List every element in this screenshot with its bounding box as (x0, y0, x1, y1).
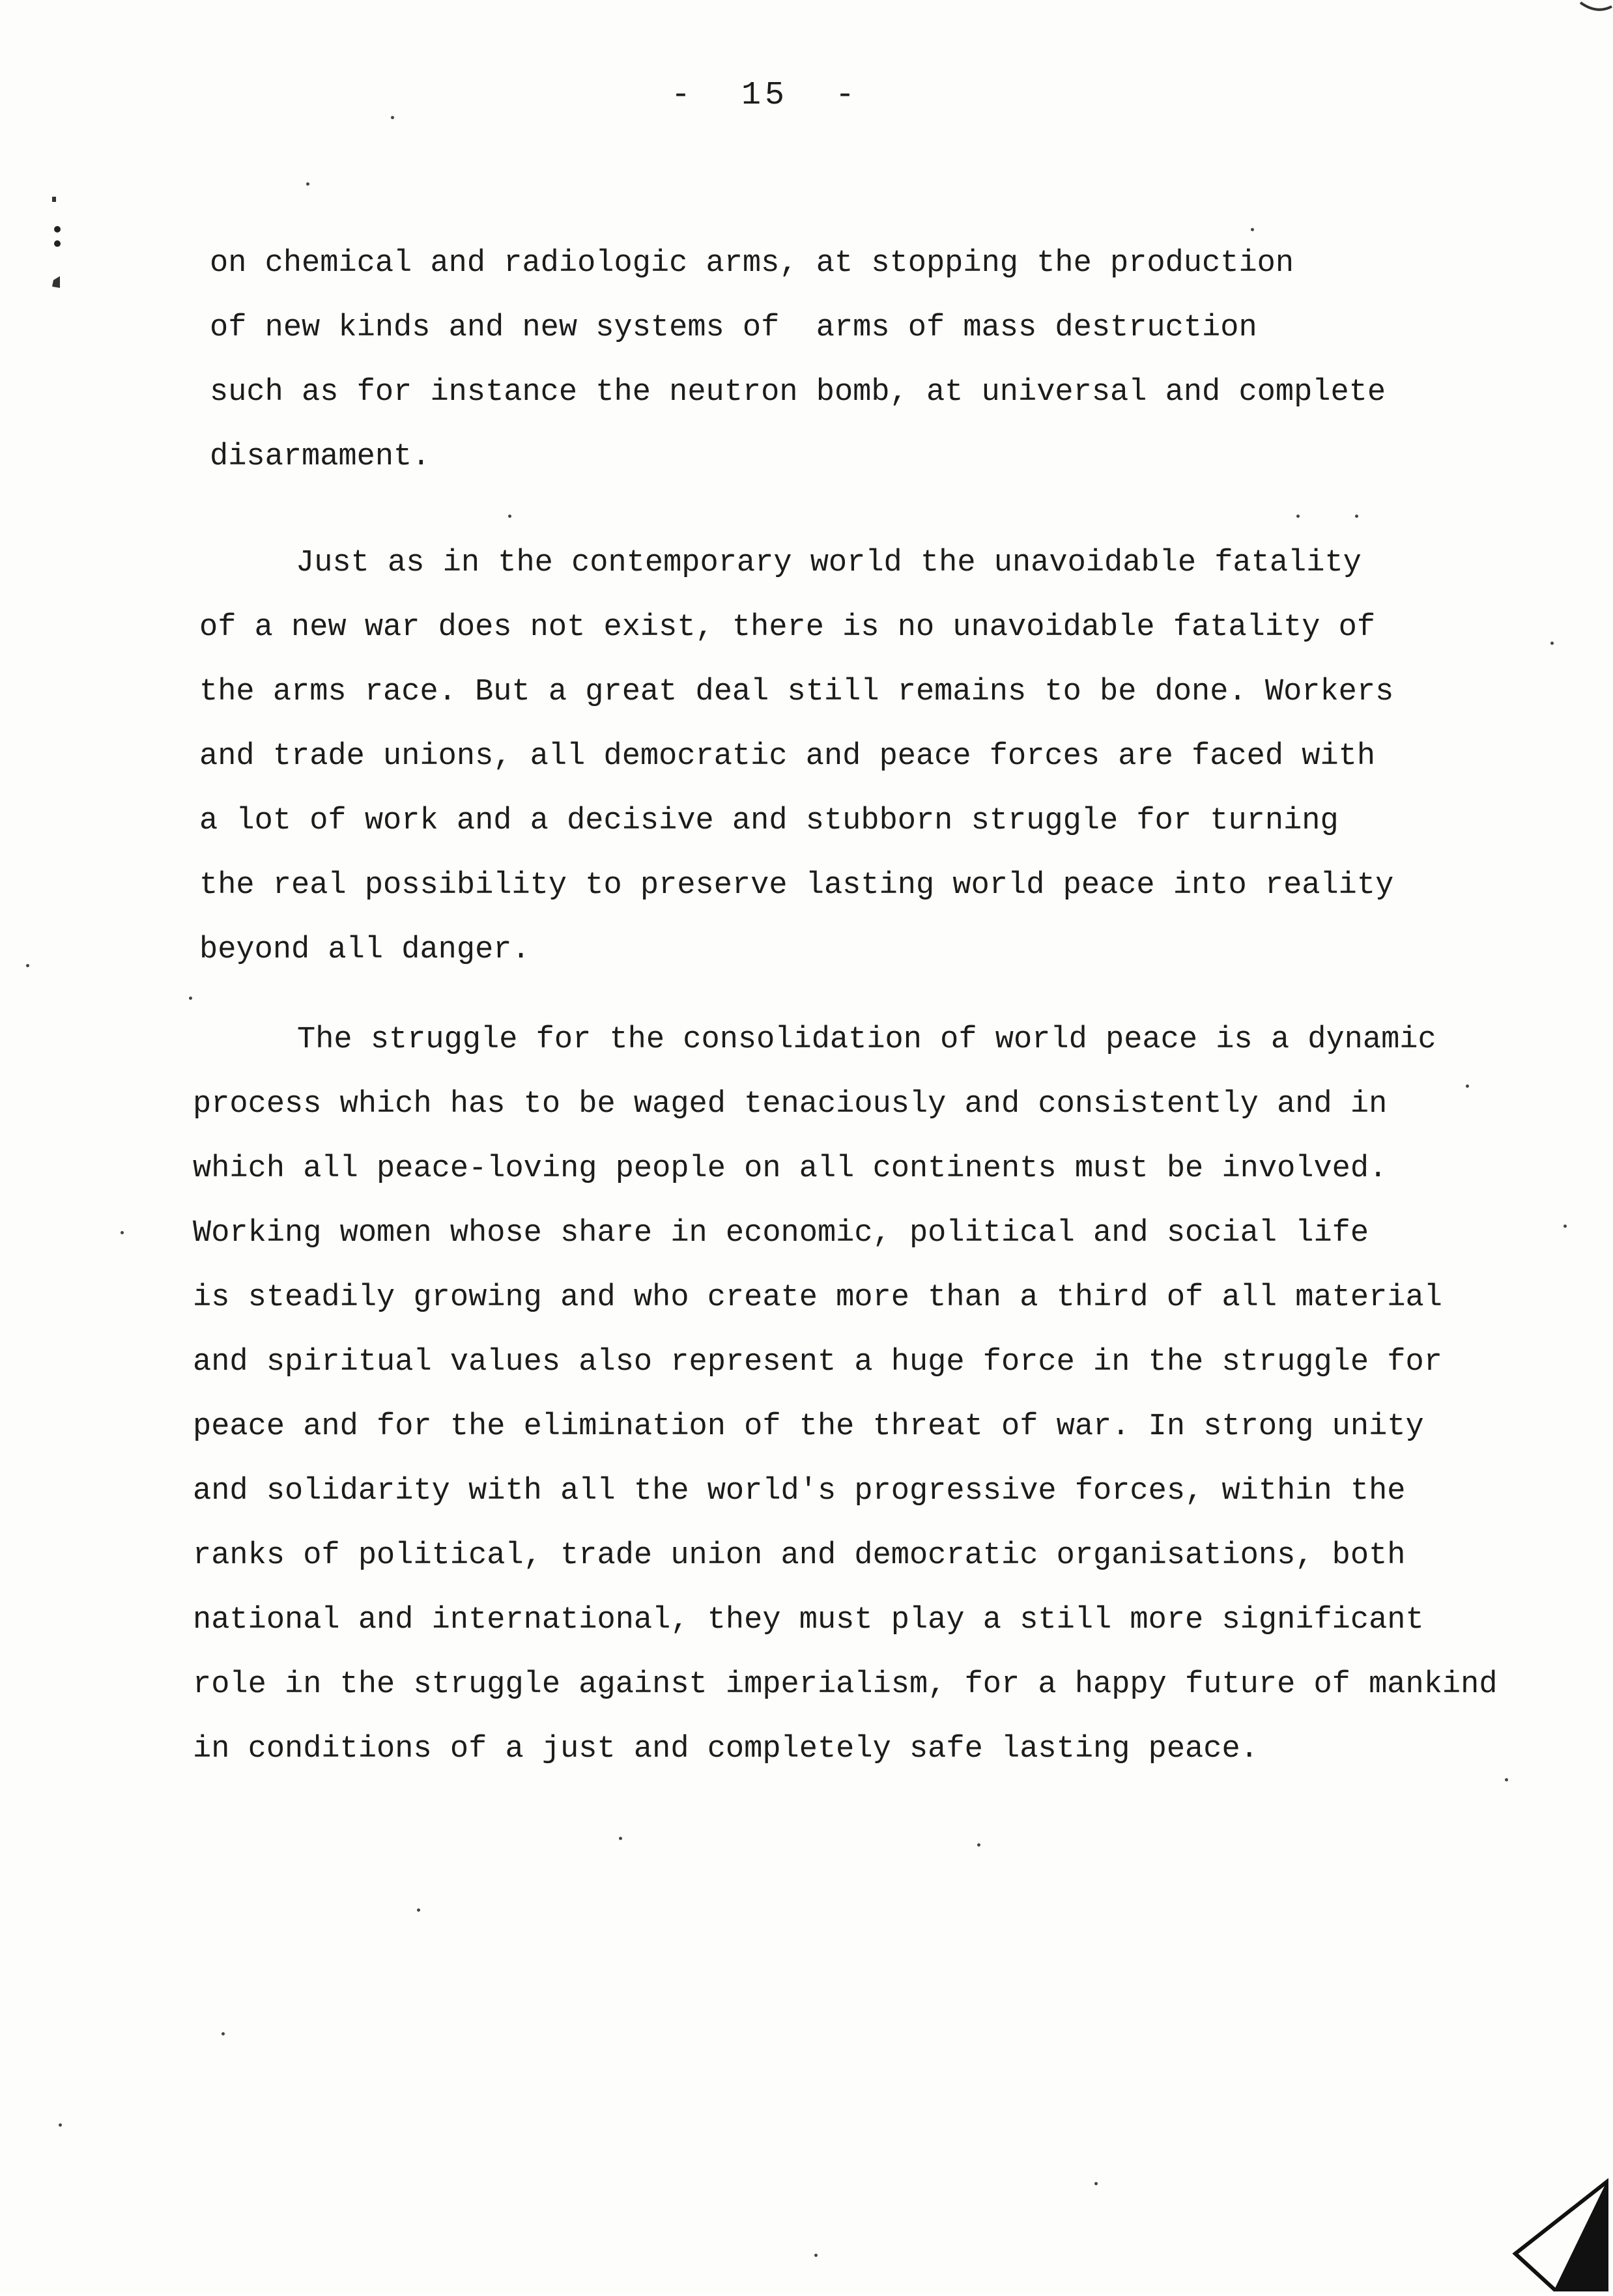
text-line: of a new war does not exist, there is no unavoidable fatality of (199, 610, 1376, 645)
text-line: on chemical and radiologic arms, at stopping the production (210, 246, 1294, 281)
scan-speck (1355, 515, 1358, 518)
text-line: and solidarity with all the world's progressive forces, within the (193, 1474, 1406, 1509)
text-line: in conditions of a just and completely safe lasting peace. (193, 1732, 1259, 1766)
paragraph-1 (210, 231, 1386, 489)
text-line: process which has to be waged tenaciously and consistently and in (193, 1087, 1388, 1122)
scan-speck (977, 1843, 980, 1847)
text-line: and spiritual values also represent a huge force in the struggle for (193, 1345, 1442, 1380)
scan-speck (1505, 1778, 1508, 1781)
scan-speck (1094, 2182, 1098, 2185)
margin-binding-marks (51, 195, 64, 300)
text-line: Working women whose share in economic, political and social life (193, 1216, 1369, 1251)
scan-speck (1563, 1225, 1567, 1228)
text-line: such as for instance the neutron bomb, at universal and complete (210, 375, 1386, 410)
scan-speck (221, 2032, 225, 2035)
scan-speck (417, 1908, 420, 1912)
scan-speck (1466, 1084, 1469, 1088)
text-line: national and international, they must play a still more significant (193, 1603, 1424, 1637)
scan-speck (1550, 642, 1554, 645)
page-number: - 15 - (671, 77, 859, 114)
text-line: beyond all danger. (199, 933, 530, 967)
scan-speck (1251, 228, 1254, 231)
text-line: peace and for the elimination of the threat of war. In strong unity (193, 1410, 1424, 1444)
text-line: disarmament. (210, 440, 431, 474)
text-line: a lot of work and a decisive and stubborn struggle for turning (199, 804, 1339, 838)
page-corner-mark (1509, 2156, 1613, 2293)
scan-speck (121, 1231, 124, 1234)
text-line: and trade unions, all democratic and peace forces are faced with (199, 739, 1376, 774)
scan-speck (189, 997, 192, 1000)
scan-corner-artifact (1574, 0, 1613, 20)
text-line: Just as in the contemporary world the unavoidable fatality (296, 546, 1362, 580)
scan-speck (391, 116, 394, 119)
text-line: the arms race. But a great deal still remains to be done. Workers (199, 675, 1394, 709)
scan-speck (508, 515, 511, 518)
text-line: is steadily growing and who create more than a third of all material (193, 1281, 1442, 1315)
scan-speck (26, 964, 29, 967)
text-line: which all peace-loving people on all continents must be involved. (193, 1152, 1388, 1186)
text-line: role in the struggle against imperialism, for a happy future of mankind (193, 1667, 1498, 1702)
text-line: the real possibility to preserve lasting world peace into reality (199, 868, 1394, 903)
paragraph-3 (193, 1008, 1498, 1781)
scan-speck (619, 1837, 622, 1840)
scan-speck (1296, 515, 1300, 518)
text-line: of new kinds and new systems of arms of mass destruction (210, 311, 1257, 345)
scan-speck (59, 2123, 62, 2127)
paragraph-2 (199, 531, 1393, 982)
scan-speck (814, 2254, 818, 2257)
text-line: The struggle for the consolidation of world peace is a dynamic (297, 1023, 1436, 1057)
text-line: ranks of political, trade union and democratic organisations, both (193, 1538, 1406, 1573)
scan-speck (306, 182, 309, 186)
